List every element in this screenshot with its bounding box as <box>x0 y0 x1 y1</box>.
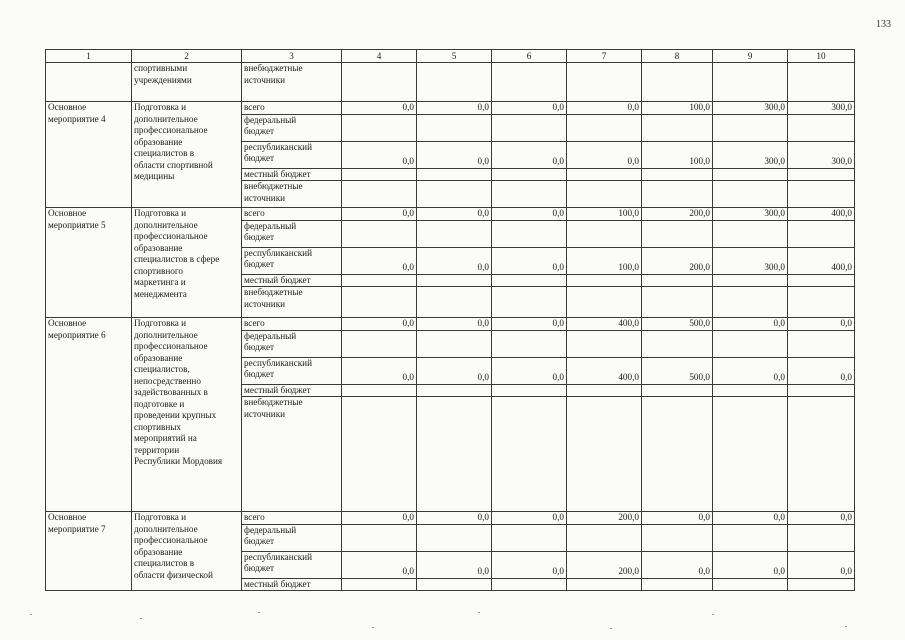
value-cell: 0,0 <box>417 512 492 525</box>
source-label-republican: республиканский бюджет <box>242 141 342 168</box>
value-cell <box>567 63 642 102</box>
value-cell: 0,0 <box>417 141 492 168</box>
column-number: 5 <box>417 50 492 63</box>
value-cell <box>492 524 567 551</box>
value-cell <box>492 220 567 247</box>
value-cell: 0,0 <box>342 551 417 578</box>
measure-label-cell <box>46 63 132 102</box>
value-cell: 0,0 <box>492 208 567 221</box>
source-label-extra: внебюджетные источники <box>242 397 342 512</box>
measure-name: Подготовка и дополнительное профессиональное образование специалистов в сфере спортивного маркетинга и менеджмента <box>132 208 242 318</box>
value-cell <box>788 397 855 512</box>
value-cell: 300,0 <box>713 247 788 274</box>
value-cell: 0,0 <box>417 247 492 274</box>
column-number: 4 <box>342 50 417 63</box>
value-cell: 500,0 <box>642 357 713 384</box>
value-cell <box>417 330 492 357</box>
value-cell <box>642 181 713 208</box>
value-cell <box>342 330 417 357</box>
value-cell <box>342 524 417 551</box>
value-cell: 200,0 <box>567 512 642 525</box>
source-label-federal: федеральный бюджет <box>242 330 342 357</box>
value-cell: 0,0 <box>342 512 417 525</box>
source-label-federal: федеральный бюджет <box>242 220 342 247</box>
value-cell: 0,0 <box>788 512 855 525</box>
source-label-federal: федеральный бюджет <box>242 114 342 141</box>
value-cell: 0,0 <box>342 141 417 168</box>
measure-name: Подготовка и дополнительное профессиональное образование специалистов в области спортивной медицины <box>132 102 242 208</box>
value-cell <box>567 274 642 287</box>
value-cell <box>342 114 417 141</box>
source-label-extra: внебюджетные источники <box>242 287 342 318</box>
value-cell: 0,0 <box>788 318 855 331</box>
value-cell <box>788 274 855 287</box>
value-cell <box>567 578 642 591</box>
value-cell: 0,0 <box>417 357 492 384</box>
value-cell: 0,0 <box>492 102 567 115</box>
value-cell <box>417 168 492 181</box>
measure-name: Подготовка и дополнительное профессиональное образование специалистов, непосредственно задействованных в подготовке и проведении крупных спортивных мероприятий на территории Республики Мордовия <box>132 318 242 512</box>
value-cell: 0,0 <box>342 102 417 115</box>
measure-label: Основное мероприятие 4 <box>46 102 132 208</box>
value-cell: 400,0 <box>567 318 642 331</box>
value-cell <box>492 384 567 397</box>
value-cell: 0,0 <box>642 551 713 578</box>
value-cell: 300,0 <box>788 102 855 115</box>
value-cell <box>713 524 788 551</box>
value-cell <box>642 63 713 102</box>
value-cell: 400,0 <box>567 357 642 384</box>
value-cell: 0,0 <box>417 551 492 578</box>
source-label-extra: внебюджетные источники <box>242 181 342 208</box>
value-cell <box>642 168 713 181</box>
value-cell <box>342 220 417 247</box>
value-cell <box>567 181 642 208</box>
measure-label: Основное мероприятие 6 <box>46 318 132 512</box>
value-cell <box>642 384 713 397</box>
value-cell <box>342 287 417 318</box>
value-cell: 200,0 <box>567 551 642 578</box>
value-cell <box>713 114 788 141</box>
value-cell <box>642 114 713 141</box>
value-cell <box>788 287 855 318</box>
value-cell: 0,0 <box>417 208 492 221</box>
value-cell <box>642 330 713 357</box>
value-cell <box>342 168 417 181</box>
value-cell: 100,0 <box>642 102 713 115</box>
budget-table-body <box>46 50 855 591</box>
value-cell: 0,0 <box>492 318 567 331</box>
value-cell: 0,0 <box>713 551 788 578</box>
source-label-republican: республиканский бюджет <box>242 551 342 578</box>
value-cell <box>713 330 788 357</box>
value-cell: 0,0 <box>788 551 855 578</box>
value-cell <box>492 397 567 512</box>
value-cell <box>713 168 788 181</box>
value-cell <box>567 397 642 512</box>
value-cell <box>642 578 713 591</box>
value-cell <box>492 287 567 318</box>
column-number-row <box>46 50 855 63</box>
value-cell <box>788 63 855 102</box>
value-cell: 0,0 <box>713 318 788 331</box>
value-cell <box>713 181 788 208</box>
value-cell <box>567 220 642 247</box>
source-row-total <box>46 102 855 115</box>
value-cell: 300,0 <box>713 141 788 168</box>
value-cell <box>342 384 417 397</box>
source-label-total: всего <box>242 208 342 221</box>
source-label-total: всего <box>242 512 342 525</box>
value-cell <box>567 114 642 141</box>
value-cell <box>642 397 713 512</box>
value-cell <box>417 578 492 591</box>
value-cell <box>642 524 713 551</box>
continuation-row <box>46 63 855 102</box>
value-cell: 0,0 <box>342 247 417 274</box>
value-cell <box>713 63 788 102</box>
value-cell <box>492 330 567 357</box>
value-cell: 0,0 <box>788 357 855 384</box>
page-number: 133 <box>876 19 891 30</box>
value-cell <box>342 397 417 512</box>
value-cell <box>713 397 788 512</box>
source-label-local: местный бюджет <box>242 168 342 181</box>
value-cell <box>788 384 855 397</box>
value-cell <box>788 220 855 247</box>
value-cell: 100,0 <box>642 141 713 168</box>
column-number: 3 <box>242 50 342 63</box>
value-cell <box>417 63 492 102</box>
value-cell <box>713 220 788 247</box>
value-cell <box>417 287 492 318</box>
value-cell <box>642 287 713 318</box>
source-label-local: местный бюджет <box>242 274 342 287</box>
value-cell <box>417 524 492 551</box>
column-number: 10 <box>788 50 855 63</box>
value-cell <box>788 114 855 141</box>
source-label-republican: республиканский бюджет <box>242 357 342 384</box>
value-cell: 0,0 <box>492 141 567 168</box>
value-cell <box>788 578 855 591</box>
source-label-republican: республиканский бюджет <box>242 247 342 274</box>
value-cell <box>492 274 567 287</box>
measure-name-cell: спортивными учреждениями <box>132 63 242 102</box>
value-cell: 200,0 <box>642 247 713 274</box>
value-cell: 0,0 <box>642 512 713 525</box>
column-number: 6 <box>492 50 567 63</box>
value-cell: 0,0 <box>342 208 417 221</box>
value-cell <box>567 287 642 318</box>
source-row-total <box>46 208 855 221</box>
value-cell <box>417 397 492 512</box>
value-cell: 0,0 <box>492 551 567 578</box>
value-cell <box>713 384 788 397</box>
source-label-total: всего <box>242 318 342 331</box>
value-cell <box>492 63 567 102</box>
value-cell <box>417 114 492 141</box>
value-cell <box>342 274 417 287</box>
value-cell <box>713 578 788 591</box>
source-row-total <box>46 512 855 525</box>
column-number: 9 <box>713 50 788 63</box>
value-cell: 500,0 <box>642 318 713 331</box>
source-label-local: местный бюджет <box>242 384 342 397</box>
value-cell: 100,0 <box>567 208 642 221</box>
value-cell <box>567 330 642 357</box>
value-cell: 400,0 <box>788 247 855 274</box>
value-cell <box>788 330 855 357</box>
value-cell <box>342 181 417 208</box>
value-cell <box>567 384 642 397</box>
value-cell: 200,0 <box>642 208 713 221</box>
value-cell: 300,0 <box>788 141 855 168</box>
value-cell: 100,0 <box>567 247 642 274</box>
value-cell <box>642 274 713 287</box>
source-label-federal: федеральный бюджет <box>242 524 342 551</box>
measure-label: Основное мероприятие 5 <box>46 208 132 318</box>
value-cell: 0,0 <box>417 318 492 331</box>
source-cell: внебюджетные источники <box>242 63 342 102</box>
value-cell <box>492 578 567 591</box>
value-cell: 0,0 <box>567 102 642 115</box>
value-cell <box>342 578 417 591</box>
value-cell <box>492 181 567 208</box>
value-cell: 0,0 <box>342 357 417 384</box>
value-cell: 0,0 <box>492 247 567 274</box>
value-cell: 0,0 <box>492 512 567 525</box>
value-cell: 0,0 <box>492 357 567 384</box>
value-cell <box>788 524 855 551</box>
value-cell <box>788 168 855 181</box>
value-cell: 0,0 <box>567 141 642 168</box>
column-number: 7 <box>567 50 642 63</box>
column-number: 8 <box>642 50 713 63</box>
value-cell: 400,0 <box>788 208 855 221</box>
value-cell <box>713 287 788 318</box>
column-number: 1 <box>46 50 132 63</box>
value-cell: 300,0 <box>713 208 788 221</box>
measure-name: Подготовка и дополнительное профессиональное образование специалистов в области физической <box>132 512 242 591</box>
value-cell <box>567 168 642 181</box>
value-cell <box>713 274 788 287</box>
value-cell: 0,0 <box>713 357 788 384</box>
value-cell <box>642 220 713 247</box>
value-cell <box>417 181 492 208</box>
value-cell <box>342 63 417 102</box>
source-label-local: местный бюджет <box>242 578 342 591</box>
value-cell <box>567 524 642 551</box>
budget-table <box>45 49 855 591</box>
value-cell: 0,0 <box>713 512 788 525</box>
value-cell <box>417 274 492 287</box>
measure-label: Основное мероприятие 7 <box>46 512 132 591</box>
value-cell: 0,0 <box>342 318 417 331</box>
source-row-total <box>46 318 855 331</box>
value-cell <box>417 220 492 247</box>
column-number: 2 <box>132 50 242 63</box>
value-cell: 300,0 <box>713 102 788 115</box>
value-cell <box>492 114 567 141</box>
value-cell <box>492 168 567 181</box>
source-label-total: всего <box>242 102 342 115</box>
value-cell <box>417 384 492 397</box>
value-cell: 0,0 <box>417 102 492 115</box>
value-cell <box>788 181 855 208</box>
